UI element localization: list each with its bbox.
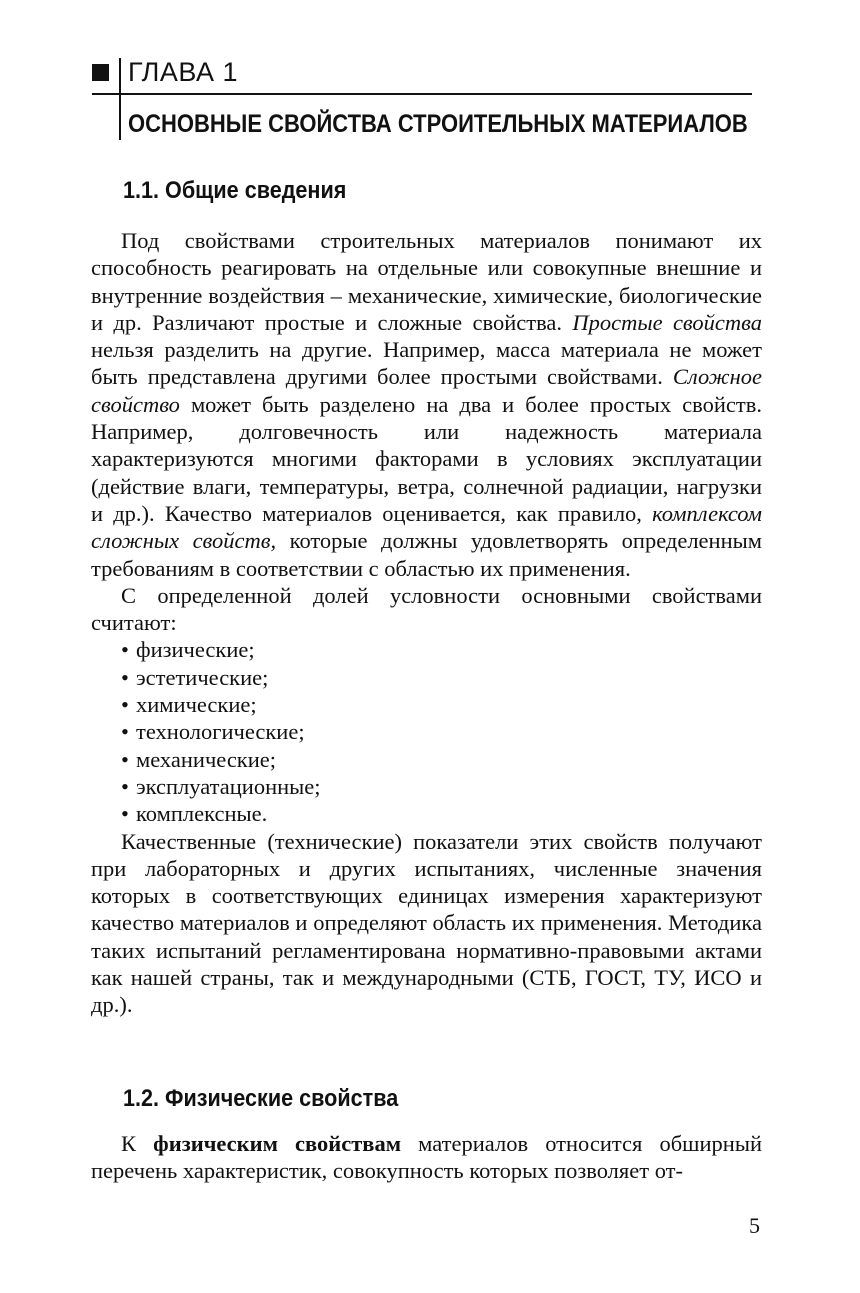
text-run: К <box>121 1131 154 1156</box>
italic-term-simple-properties: Простые свойства <box>572 309 763 335</box>
list-item-label: эксплуатационные; <box>136 773 321 799</box>
chapter-vertical-rule <box>119 58 121 140</box>
text-run: может быть разделено на два и более простых свойств. Например, долговечность или надежность материала характеризуются многими факторами в условиях эксплуатации (действие влаги, температуры, ветра, солнечной радиации, нагрузки и др.). Качество материалов оценивается, как правило, <box>91 391 762 526</box>
bullet-icon: • <box>121 773 129 799</box>
list-item-label: химические; <box>136 692 257 718</box>
list-item-label: физические; <box>136 637 255 663</box>
list-item <box>121 773 762 800</box>
properties-list <box>91 636 762 827</box>
bullet-icon: • <box>121 801 129 827</box>
list-item-label: технологические; <box>136 719 305 745</box>
list-item <box>121 800 762 827</box>
section-heading-1-1: 1.1. Общие сведения <box>123 177 347 204</box>
text-run: нельзя разделить на другие. Например, масса материала не может быть представлена другими более простыми свойствами. <box>91 337 762 390</box>
bold-term-physical-properties: физическим свойствам <box>153 1131 402 1156</box>
paragraph-quality-indicators: Качественные (технические) показатели этих свойств получают при лабораторных и других испытаниях, численные значения которых в соответствующих единицах измерения характеризуют качество материалов и определяют область их применения. Методика таких испытаний регламентирована нормативно-правовыми актами как нашей страны, так и международными (СТБ, ГОСТ, ТУ, ИСО и др.). <box>91 828 762 1018</box>
chapter-horizontal-rule <box>92 93 752 95</box>
chapter-marker-square <box>92 64 109 81</box>
list-item <box>121 636 762 663</box>
chapter-title: ОСНОВНЫЕ СВОЙСТВА СТРОИТЕЛЬНЫХ МАТЕРИАЛОВ <box>128 110 748 138</box>
italic-term-complex-property: Сложное свойство <box>91 364 762 417</box>
bullet-icon: • <box>121 746 129 772</box>
text-run: которые должны удовлетворять определенным требованиям в соответствии с областью их применения. <box>91 528 762 581</box>
section-heading-1-2: 1.2. Физические свойства <box>123 1085 399 1112</box>
list-item-label: комплексные. <box>136 801 268 827</box>
list-item <box>121 746 762 773</box>
chapter-label: ГЛАВА 1 <box>128 57 238 87</box>
list-item <box>121 718 762 745</box>
list-item-label: механические; <box>136 746 277 772</box>
paragraph-properties-intro <box>91 227 762 582</box>
list-item-label: эстетические; <box>136 664 269 690</box>
list-item <box>121 664 762 691</box>
section-1-2-body <box>91 1130 762 1185</box>
page-number: 5 <box>749 1213 760 1238</box>
italic-term-complex-set: комплексом сложных свойств, <box>91 500 762 554</box>
bullet-icon: • <box>121 637 129 663</box>
paragraph-physical-properties <box>91 1130 762 1185</box>
list-item <box>121 691 762 718</box>
paragraph-main-properties: С определенной долей условности основными свойствами считают: <box>91 582 762 636</box>
bullet-icon: • <box>121 719 129 745</box>
bullet-icon: • <box>121 692 129 718</box>
text-run: материалов относится обширный перечень характеристик, совокупность которых позволяет от- <box>91 1131 762 1184</box>
bullet-icon: • <box>121 664 129 690</box>
section-1-1-body <box>91 227 762 1019</box>
text-run: Под свойствами строительных материалов понимают их способность реагировать на отдельные или совокупные внешние и внутренние воздействия – механические, химические, биологические и др. Различают простые и сложные свойства. <box>91 228 762 335</box>
